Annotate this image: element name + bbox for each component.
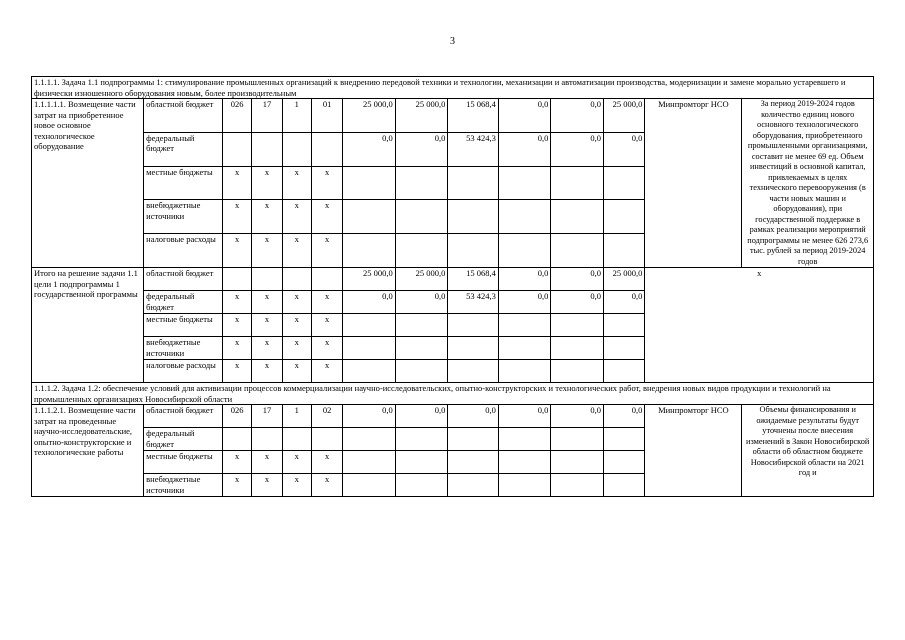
task-heading: 1.1.1.2. Задача 1.2: обеспечение условий для активизации процессов коммерциализации научно-исследовательских, опытно-конструкторских и технологических работ, внедрения новых видов продукции и технологий на промышленных организациях Новосибирской области [32, 383, 874, 405]
amount-cell: 0,0 [343, 291, 396, 314]
amount-cell: 0,0 [498, 405, 551, 428]
code-cell [223, 428, 252, 451]
code-cell: x [311, 451, 342, 474]
amount-cell [448, 428, 499, 451]
amount-cell [603, 428, 644, 451]
amount-cell [448, 451, 499, 474]
expected-result-cell: За период 2019-2024 годов количество единиц нового основного технологического оборудования, приобретенного промышленными организациями, составит не менее 69 ед. Объем инвестиций в основной капитал, привлекаемых в целях технического перевооружения (в части новых машин и оборудования), при государственной поддержке в рамках реализации мероприятий подпрограммы не менее 626 273,6 тыс. рублей за период 2019-2024 годов [742, 99, 874, 268]
amount-cell: 0,0 [551, 291, 604, 314]
amount-cell [498, 428, 551, 451]
amount-cell: 0,0 [343, 405, 396, 428]
amount-cell: 25 000,0 [603, 99, 644, 133]
code-cell: x [223, 291, 252, 314]
code-cell: x [252, 234, 282, 268]
funding-source: местные бюджеты [144, 451, 223, 474]
page-number: 3 [450, 36, 455, 47]
amount-cell [448, 360, 499, 383]
code-cell [223, 268, 252, 291]
funding-source: федеральный бюджет [144, 428, 223, 451]
amount-cell: 0,0 [498, 268, 551, 291]
amount-cell [448, 314, 499, 337]
amount-cell [395, 428, 448, 451]
amount-cell [448, 200, 499, 234]
code-cell: x [311, 337, 342, 360]
code-cell [282, 268, 311, 291]
amount-cell: 25 000,0 [395, 268, 448, 291]
amount-cell: 0,0 [603, 291, 644, 314]
funding-source: областной бюджет [144, 268, 223, 291]
code-cell: x [252, 474, 282, 497]
code-cell: x [223, 314, 252, 337]
amount-cell: 0,0 [395, 291, 448, 314]
amount-cell [498, 314, 551, 337]
code-cell: x [311, 166, 342, 200]
amount-cell [551, 451, 604, 474]
code-cell: x [252, 360, 282, 383]
executor-cell: Минпромторг НСО [645, 99, 742, 268]
funding-source: областной бюджет [144, 405, 223, 428]
amount-cell: 0,0 [498, 99, 551, 133]
amount-cell [551, 474, 604, 497]
amount-cell: 53 424,3 [448, 132, 499, 166]
amount-cell [448, 234, 499, 268]
amount-cell [498, 200, 551, 234]
amount-cell [551, 166, 604, 200]
amount-cell: 15 068,4 [448, 99, 499, 133]
code-cell: x [282, 474, 311, 497]
amount-cell [343, 451, 396, 474]
funding-source: местные бюджеты [144, 166, 223, 200]
amount-cell [395, 360, 448, 383]
amount-cell [395, 166, 448, 200]
code-cell: x [311, 200, 342, 234]
task-heading: 1.1.1.1. Задача 1.1 подпрограммы 1: стимулирование промышленных организаций к внедрению передовой техники и технологии, механизации и автоматизации производства, модернизации и замене морально устаревшего и физически изношенного оборудования новым, более производительным [32, 77, 874, 99]
code-cell: x [311, 291, 342, 314]
program-table [31, 76, 874, 497]
code-cell: x [282, 337, 311, 360]
amount-cell [343, 314, 396, 337]
amount-cell [498, 166, 551, 200]
code-cell: x [282, 314, 311, 337]
funding-source: внебюджетные источники [144, 200, 223, 234]
expected-result-cell: Объемы финансирования и ожидаемые результаты будут уточнены после внесения изменений в Закон Новосибирской области об областном бюджете Новосибирской области на 2021 год и [742, 405, 874, 497]
code-cell: x [252, 166, 282, 200]
funding-source: налоговые расходы [144, 234, 223, 268]
code-cell: 02 [311, 405, 342, 428]
amount-cell [395, 337, 448, 360]
task-row [32, 77, 874, 99]
amount-cell [551, 337, 604, 360]
amount-cell: 0,0 [498, 291, 551, 314]
code-cell: 026 [223, 99, 252, 133]
code-cell: x [282, 291, 311, 314]
measure-name: 1.1.1.2.1. Возмещение части затрат на проведенные научно-исследовательские, опытно-конструкторские и технологические работы [32, 405, 144, 497]
amount-cell [603, 337, 644, 360]
amount-cell: 25 000,0 [343, 268, 396, 291]
code-cell: x [252, 451, 282, 474]
code-cell: 1 [282, 405, 311, 428]
amount-cell: 0,0 [551, 268, 604, 291]
amount-cell [551, 360, 604, 383]
amount-cell [395, 234, 448, 268]
amount-cell [448, 474, 499, 497]
funding-source: налоговые расходы [144, 360, 223, 383]
code-cell: x [223, 360, 252, 383]
code-cell: x [311, 314, 342, 337]
code-cell: x [223, 200, 252, 234]
funding-source: внебюджетные источники [144, 474, 223, 497]
task-row [32, 383, 874, 405]
amount-cell: 0,0 [603, 132, 644, 166]
amount-cell [395, 314, 448, 337]
code-cell: x [311, 234, 342, 268]
code-cell: 01 [311, 99, 342, 133]
amount-cell [395, 474, 448, 497]
table-row [32, 268, 874, 291]
amount-cell [603, 474, 644, 497]
amount-cell [551, 200, 604, 234]
executor-cell: Минпромторг НСО [645, 405, 742, 497]
amount-cell [603, 314, 644, 337]
code-cell [252, 268, 282, 291]
amount-cell [498, 234, 551, 268]
amount-cell [395, 200, 448, 234]
measure-name: 1.1.1.1.1. Возмещение части затрат на приобретенное новое основное технологическое оборудование [32, 99, 144, 268]
code-cell: x [282, 360, 311, 383]
code-cell [282, 428, 311, 451]
funding-source: внебюджетные источники [144, 337, 223, 360]
amount-cell: 0,0 [343, 132, 396, 166]
executor-result-cell: x [645, 268, 874, 383]
code-cell [252, 132, 282, 166]
code-cell [223, 132, 252, 166]
code-cell: 17 [252, 405, 282, 428]
funding-source: местные бюджеты [144, 314, 223, 337]
funding-source: федеральный бюджет [144, 291, 223, 314]
code-cell: x [282, 166, 311, 200]
amount-cell: 25 000,0 [395, 99, 448, 133]
amount-cell [343, 337, 396, 360]
amount-cell [498, 337, 551, 360]
code-cell [282, 132, 311, 166]
amount-cell [603, 166, 644, 200]
amount-cell [603, 234, 644, 268]
amount-cell: 53 424,3 [448, 291, 499, 314]
code-cell: 17 [252, 99, 282, 133]
table-row [32, 99, 874, 133]
amount-cell [343, 166, 396, 200]
code-cell: x [223, 451, 252, 474]
amount-cell [448, 166, 499, 200]
amount-cell [448, 337, 499, 360]
amount-cell [551, 428, 604, 451]
amount-cell [343, 360, 396, 383]
amount-cell: 25 000,0 [343, 99, 396, 133]
amount-cell [603, 360, 644, 383]
code-cell: x [252, 200, 282, 234]
amount-cell [603, 451, 644, 474]
code-cell: x [282, 200, 311, 234]
amount-cell: 0,0 [448, 405, 499, 428]
funding-source: областной бюджет [144, 99, 223, 133]
code-cell [252, 428, 282, 451]
amount-cell [395, 451, 448, 474]
code-cell: x [252, 337, 282, 360]
amount-cell: 25 000,0 [603, 268, 644, 291]
code-cell: x [282, 234, 311, 268]
code-cell: x [282, 451, 311, 474]
amount-cell [343, 428, 396, 451]
code-cell: x [311, 360, 342, 383]
amount-cell: 0,0 [551, 99, 604, 133]
table-row [32, 405, 874, 428]
measure-name: Итого на решение задачи 1.1 цели 1 подпрограммы 1 государственной программы [32, 268, 144, 383]
amount-cell: 0,0 [498, 132, 551, 166]
amount-cell [343, 474, 396, 497]
amount-cell: 0,0 [395, 405, 448, 428]
amount-cell [551, 314, 604, 337]
code-cell: x [311, 474, 342, 497]
amount-cell [498, 451, 551, 474]
code-cell [311, 268, 342, 291]
code-cell [311, 132, 342, 166]
code-cell [311, 428, 342, 451]
code-cell: 1 [282, 99, 311, 133]
amount-cell: 0,0 [551, 132, 604, 166]
code-cell: x [223, 234, 252, 268]
amount-cell: 0,0 [395, 132, 448, 166]
amount-cell [603, 200, 644, 234]
code-cell: x [223, 474, 252, 497]
amount-cell: 0,0 [551, 405, 604, 428]
amount-cell: 15 068,4 [448, 268, 499, 291]
funding-source: федеральный бюджет [144, 132, 223, 166]
code-cell: x [252, 291, 282, 314]
code-cell: x [223, 166, 252, 200]
amount-cell: 0,0 [603, 405, 644, 428]
code-cell: 026 [223, 405, 252, 428]
code-cell: x [252, 314, 282, 337]
amount-cell [343, 234, 396, 268]
amount-cell [498, 474, 551, 497]
amount-cell [551, 234, 604, 268]
amount-cell [343, 200, 396, 234]
code-cell: x [223, 337, 252, 360]
amount-cell [498, 360, 551, 383]
